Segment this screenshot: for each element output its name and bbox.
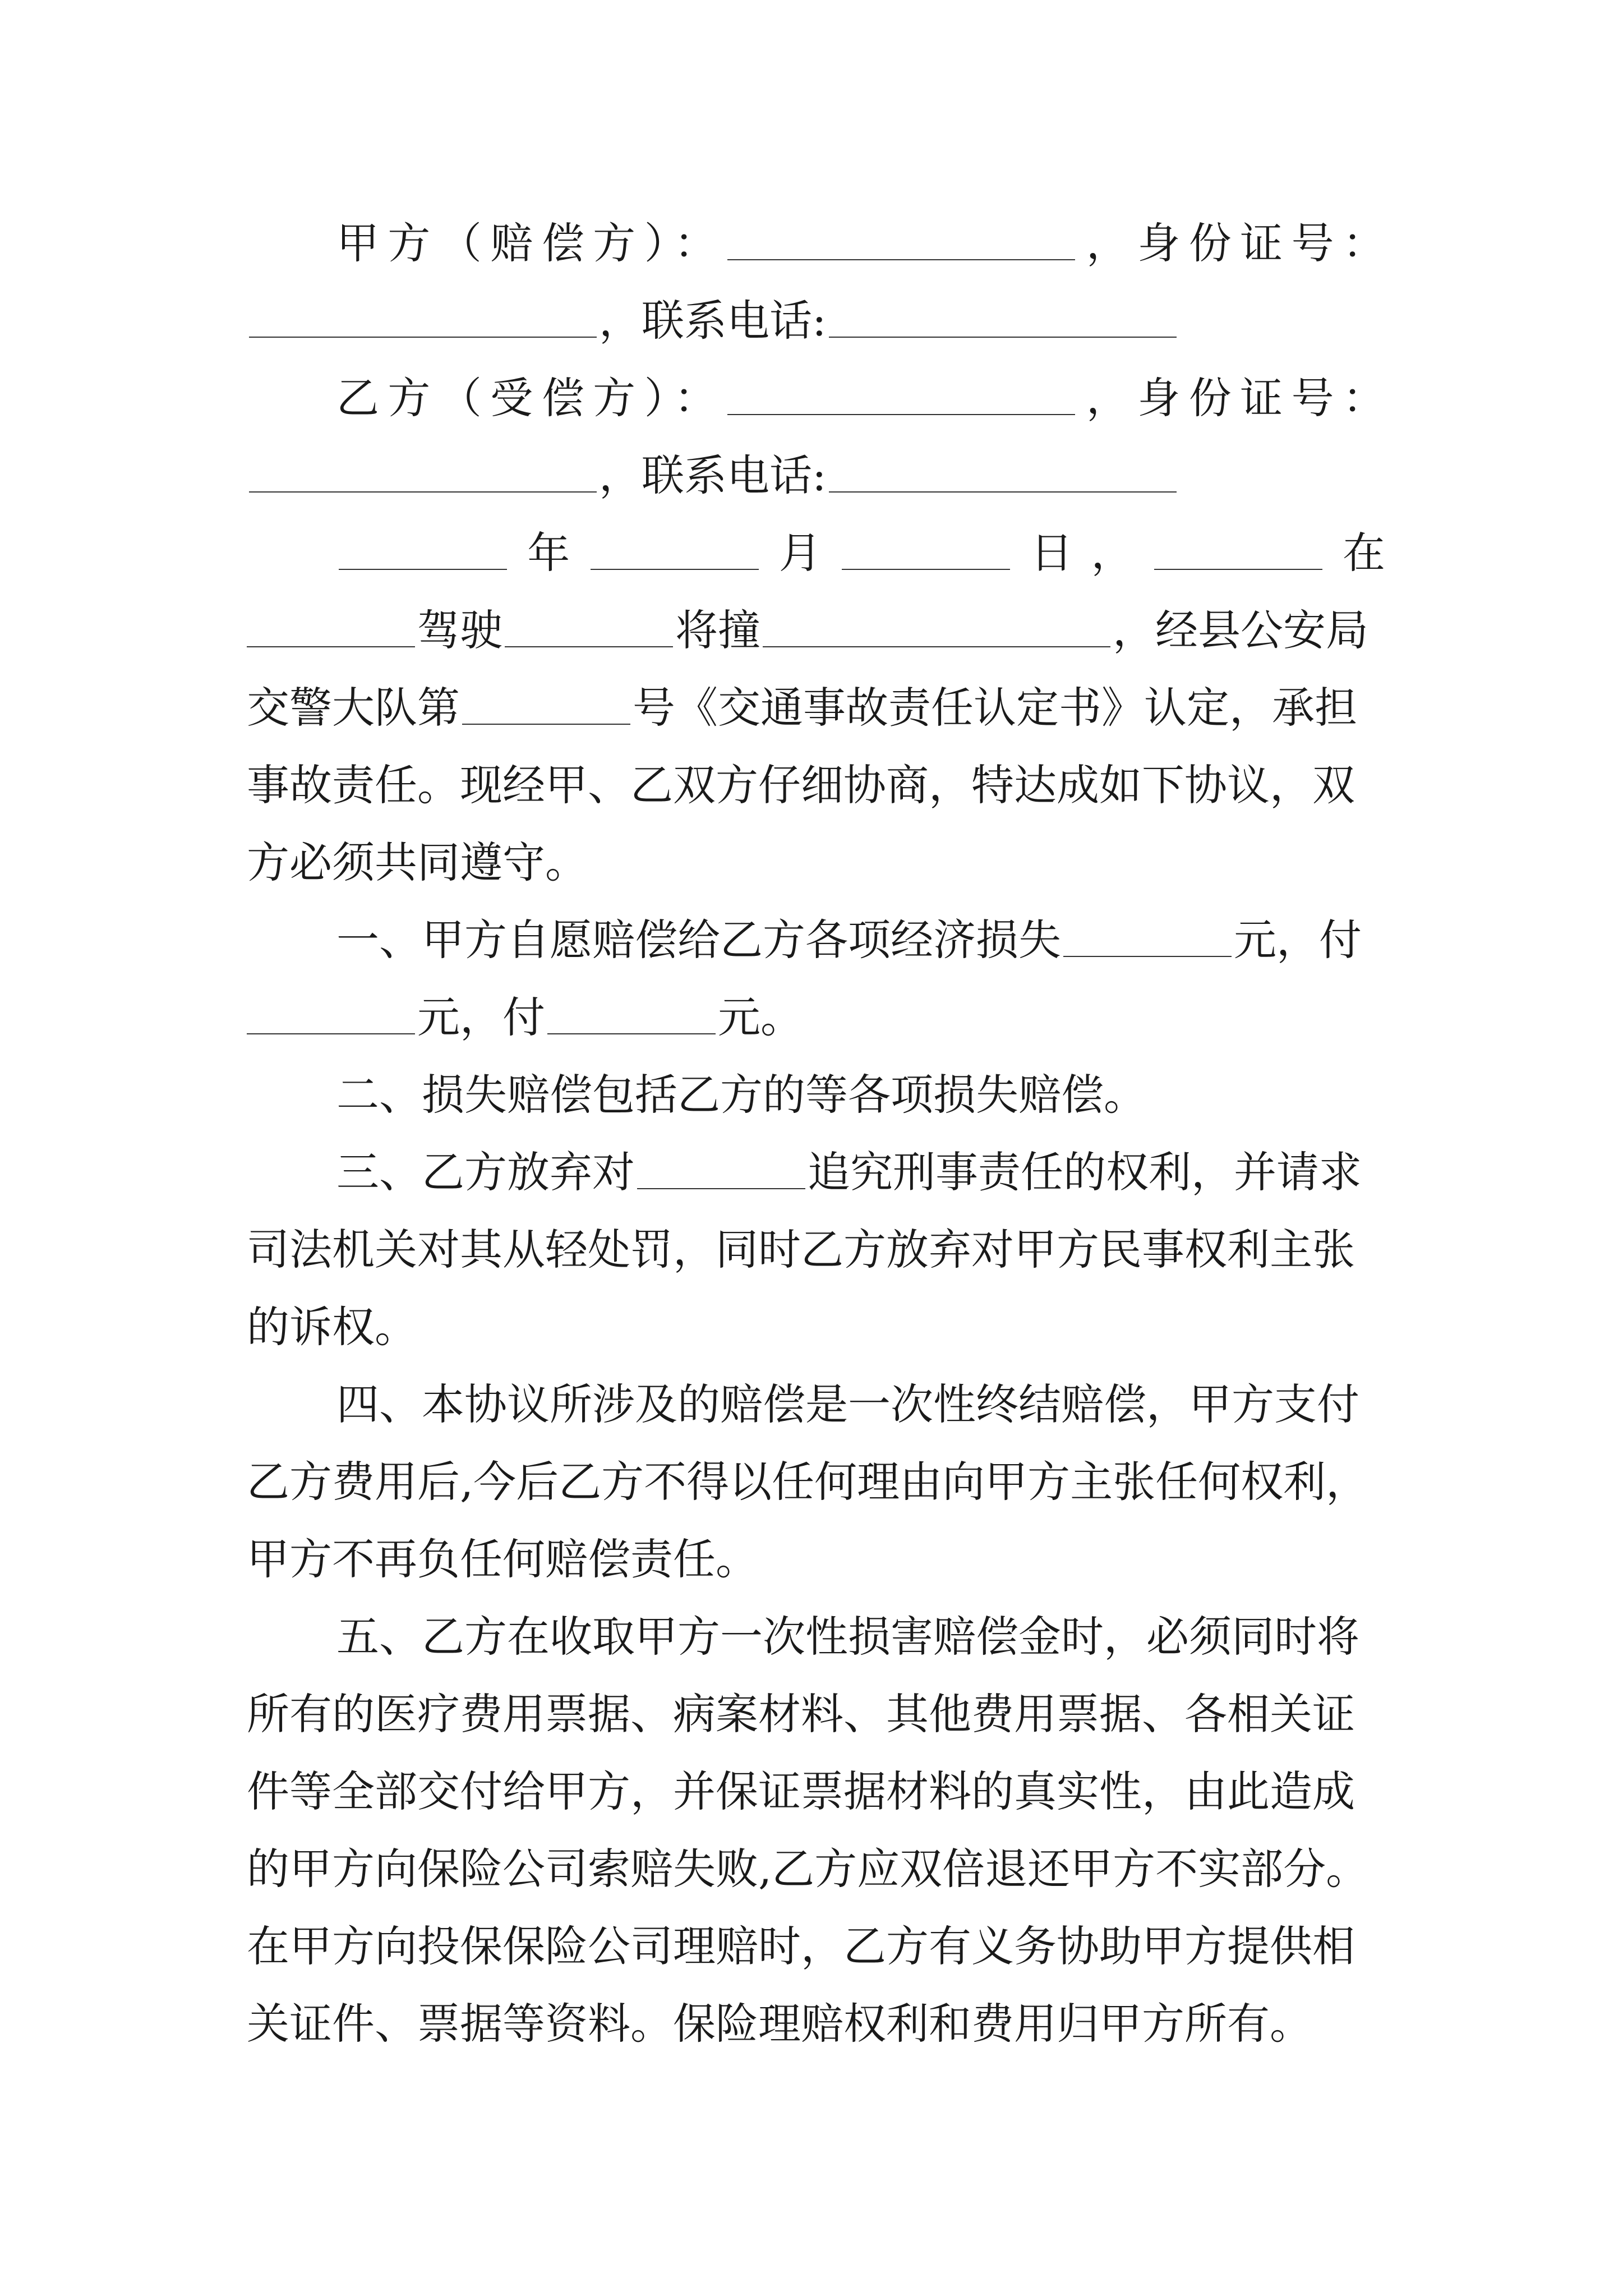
accident-line-4: 方必须共同遵守。	[247, 838, 588, 887]
clause-3-text-2: 追究刑事责任的权利，并请求	[808, 1147, 1362, 1197]
clause-5-line-6: 关证件、票据等资料。保险理赔权利和费用归甲方所有。	[247, 1999, 1312, 2049]
accident-date-line	[247, 514, 1385, 592]
party-a-phone-label: ，联系电话:	[599, 296, 827, 346]
month-label: 月	[760, 528, 840, 578]
party-b-line	[247, 360, 1385, 437]
clause-1-pay2-label: 元，付	[417, 992, 545, 1042]
clause-1-end: 元。	[718, 992, 803, 1042]
clause-3-line-2: 司法机关对其从轻处罚，同时乙方放弃对甲方民事权利主张	[247, 1225, 1355, 1274]
party-a-id-label: ，身份证号：	[1077, 218, 1385, 268]
report-number-blank[interactable]	[462, 688, 630, 725]
day-label: 日，	[1012, 528, 1152, 578]
report-label: 号《交通事故责任认定书》认定，承担	[633, 683, 1357, 733]
payment-1-blank[interactable]	[247, 997, 415, 1034]
month-blank[interactable]	[591, 533, 759, 570]
party-b-id-label: ，身份证号：	[1077, 373, 1385, 423]
party-b-phone-label: ，联系电话:	[599, 450, 827, 500]
vehicle-blank[interactable]	[505, 610, 673, 647]
party-b-label: 乙方（受偿方）：	[336, 373, 726, 423]
clause-4-line-2: 乙方费用后,今后乙方不得以任何理由向甲方主张任何权利，	[247, 1457, 1369, 1507]
party-b-id-line	[247, 437, 1385, 514]
clause-3-line-3: 的诉权。	[247, 1302, 417, 1352]
accident-line-3: 事故责任。现经甲、乙双方仔细协商，特达成如下协议，双	[247, 760, 1355, 810]
party-a-label: 甲方（赔偿方）：	[336, 218, 726, 268]
clause-3-text: 三、乙方放弃对	[336, 1147, 635, 1197]
accident-report-line	[247, 669, 1385, 747]
year-label: 年	[509, 528, 588, 578]
clause-5-line-1: 五、乙方在收取甲方一次性损害赔偿金时，必须同时将	[336, 1612, 1359, 1662]
party-a-id-blank[interactable]	[249, 301, 597, 338]
clause-4-line-1: 四、本协议所涉及的赔偿是一次性终结赔偿，甲方支付	[336, 1379, 1359, 1429]
clause-1-line-1	[247, 901, 1385, 979]
clause-1-text: 一、甲方自愿赔偿给乙方各项经济损失	[336, 915, 1061, 965]
party-a-id-line	[247, 282, 1385, 360]
party-b-phone-blank[interactable]	[829, 455, 1177, 493]
clause-1-line-2	[247, 979, 1385, 1056]
clause-2: 二、损失赔偿包括乙方的等各项损失赔偿。	[336, 1070, 1146, 1120]
party-a-line	[247, 205, 1385, 282]
party-b-name-blank[interactable]	[727, 378, 1075, 415]
clause-5-line-5: 在甲方向投保保险公司理赔时，乙方有义务协助甲方提供相	[247, 1921, 1355, 1971]
clause-4-line-3: 甲方不再负任何赔偿责任。	[247, 1534, 758, 1584]
year-blank[interactable]	[339, 533, 507, 570]
agreement-body	[247, 205, 1385, 2063]
brigade-label: 交警大队第	[247, 683, 460, 733]
at-label: 在	[1324, 528, 1385, 578]
party-a-name-blank[interactable]	[727, 223, 1075, 260]
payment-2-blank[interactable]	[547, 997, 716, 1034]
clause-1-pay-label: 元，付	[1234, 915, 1362, 965]
clause-5-line-4: 的甲方向保险公司索赔失败,乙方应双倍退还甲方不实部分。	[247, 1844, 1369, 1894]
driver-blank[interactable]	[247, 610, 415, 647]
clause-5-line-2: 所有的医疗费用票据、病案材料、其他费用票据、各相关证	[247, 1689, 1355, 1739]
total-amount-blank[interactable]	[1063, 920, 1232, 957]
accident-vehicle-line	[247, 592, 1385, 669]
clause-5-line-3: 件等全部交付给甲方，并保证票据材料的真实性，由此造成	[247, 1766, 1355, 1816]
victim-blank[interactable]	[763, 610, 1110, 647]
clause-3-line-1	[247, 1134, 1385, 1211]
offender-blank[interactable]	[637, 1152, 805, 1189]
hit-label: 将撞	[675, 605, 760, 655]
police-label: ，经县公安局	[1113, 605, 1368, 655]
party-b-id-blank[interactable]	[249, 455, 597, 493]
day-blank[interactable]	[842, 533, 1010, 570]
drive-label: 驾驶	[417, 605, 502, 655]
party-a-phone-blank[interactable]	[829, 301, 1177, 338]
location-blank[interactable]	[1154, 533, 1322, 570]
